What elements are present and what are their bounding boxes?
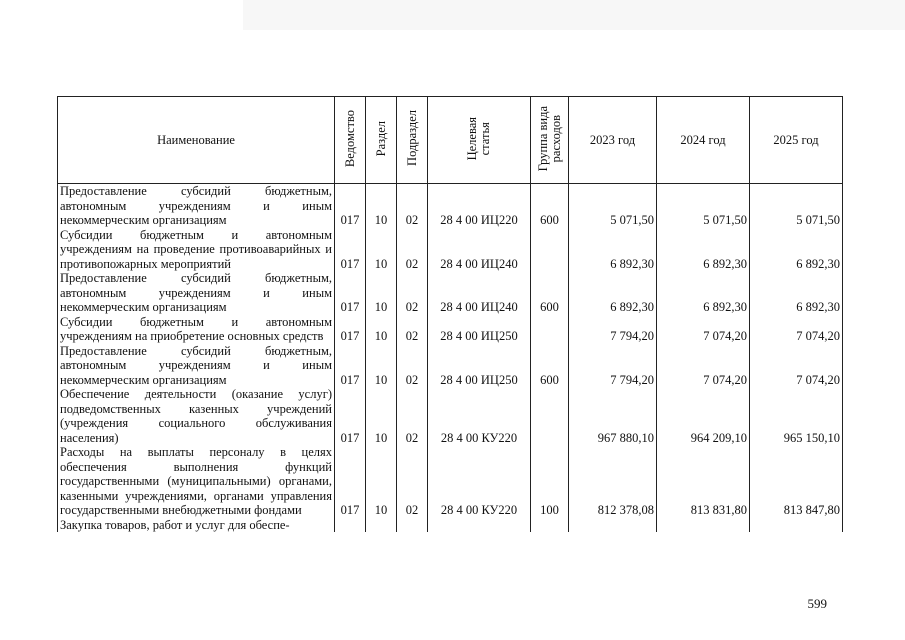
cell-2024: 7 074,20 xyxy=(657,344,750,388)
cell-2023: 5 071,50 xyxy=(569,184,657,228)
cell-subsection xyxy=(397,518,428,533)
cell-target: 28 4 00 КУ220 xyxy=(428,445,531,518)
cell-2025: 6 892,30 xyxy=(750,271,843,315)
budget-table xyxy=(57,96,843,532)
cell-ministry: 017 xyxy=(335,184,366,228)
cell-target: 28 4 00 ИЦ250 xyxy=(428,315,531,344)
cell-section: 10 xyxy=(366,228,397,272)
header-ministry: Ведомство xyxy=(335,97,366,184)
cell-2024: 5 071,50 xyxy=(657,184,750,228)
cell-name: Предоставление субсидий бюджетным, автономным учреждениям и иным некоммерческим организациям xyxy=(58,271,335,315)
cell-2023 xyxy=(569,518,657,533)
cell-group xyxy=(531,315,569,344)
table-row xyxy=(58,344,843,388)
table-row xyxy=(58,518,843,533)
cell-subsection: 02 xyxy=(397,445,428,518)
table-row xyxy=(58,184,843,228)
cell-section: 10 xyxy=(366,344,397,388)
header-2023: 2023 год xyxy=(569,97,657,184)
cell-2025: 965 150,10 xyxy=(750,387,843,445)
cell-ministry: 017 xyxy=(335,228,366,272)
cell-subsection: 02 xyxy=(397,315,428,344)
cell-subsection: 02 xyxy=(397,228,428,272)
table-row xyxy=(58,387,843,445)
cell-2024: 813 831,80 xyxy=(657,445,750,518)
header-2024: 2024 год xyxy=(657,97,750,184)
cell-2025: 813 847,80 xyxy=(750,445,843,518)
cell-2023: 6 892,30 xyxy=(569,271,657,315)
cell-2025: 5 071,50 xyxy=(750,184,843,228)
cell-name: Закупка товаров, работ и услуг для обеспе- xyxy=(58,518,335,533)
cell-group: 100 xyxy=(531,445,569,518)
cell-section: 10 xyxy=(366,315,397,344)
cell-ministry: 017 xyxy=(335,315,366,344)
cell-section: 10 xyxy=(366,184,397,228)
cell-subsection: 02 xyxy=(397,387,428,445)
cell-name: Обеспечение деятельности (оказание услуг) подведомственных казенных учреждений (учреждения социального обслуживания населения) xyxy=(58,387,335,445)
cell-2024: 964 209,10 xyxy=(657,387,750,445)
cell-section: 10 xyxy=(366,271,397,315)
cell-group xyxy=(531,518,569,533)
cell-2023: 7 794,20 xyxy=(569,315,657,344)
cell-ministry xyxy=(335,518,366,533)
cell-section: 10 xyxy=(366,387,397,445)
header-name: Наименование xyxy=(58,97,335,184)
cell-section xyxy=(366,518,397,533)
cell-group xyxy=(531,387,569,445)
cell-2024: 7 074,20 xyxy=(657,315,750,344)
header-target: Целевая статья xyxy=(428,97,531,184)
cell-ministry: 017 xyxy=(335,387,366,445)
cell-2025: 6 892,30 xyxy=(750,228,843,272)
cell-target: 28 4 00 ИЦ250 xyxy=(428,344,531,388)
cell-group xyxy=(531,228,569,272)
cell-2024 xyxy=(657,518,750,533)
cell-section: 10 xyxy=(366,445,397,518)
cell-target xyxy=(428,518,531,533)
header-2025: 2025 год xyxy=(750,97,843,184)
cell-name: Субсидии бюджетным и автономным учреждениям на приобретение основных средств xyxy=(58,315,335,344)
cell-group: 600 xyxy=(531,271,569,315)
cell-group: 600 xyxy=(531,184,569,228)
cell-2025: 7 074,20 xyxy=(750,344,843,388)
cell-name: Расходы на выплаты персоналу в целях обеспечения выполнения функций государственными (муниципальными) органами, казенными учреждениями, органами управления государственными внебюджетными фондами xyxy=(58,445,335,518)
table-row xyxy=(58,315,843,344)
header-subsection: Подраздел xyxy=(397,97,428,184)
cell-subsection: 02 xyxy=(397,271,428,315)
cell-target: 28 4 00 КУ220 xyxy=(428,387,531,445)
table-row xyxy=(58,228,843,272)
cell-2023: 7 794,20 xyxy=(569,344,657,388)
cell-target: 28 4 00 ИЦ220 xyxy=(428,184,531,228)
cell-2024: 6 892,30 xyxy=(657,271,750,315)
cell-2023: 967 880,10 xyxy=(569,387,657,445)
cell-target: 28 4 00 ИЦ240 xyxy=(428,228,531,272)
cell-ministry: 017 xyxy=(335,271,366,315)
header-group: Группа вида расходов xyxy=(531,97,569,184)
cell-2024: 6 892,30 xyxy=(657,228,750,272)
table-row xyxy=(58,271,843,315)
cell-ministry: 017 xyxy=(335,344,366,388)
cell-name: Предоставление субсидий бюджетным, автономным учреждениям и иным некоммерческим организациям xyxy=(58,184,335,228)
cell-ministry: 017 xyxy=(335,445,366,518)
table-header-row xyxy=(58,97,843,184)
header-section: Раздел xyxy=(366,97,397,184)
cell-name: Субсидии бюджетным и автономным учреждениям на проведение противоаварийных и противопожарных мероприятий xyxy=(58,228,335,272)
scan-top-strip xyxy=(243,0,905,30)
cell-2023: 812 378,08 xyxy=(569,445,657,518)
table-body xyxy=(58,184,843,533)
cell-2025: 7 074,20 xyxy=(750,315,843,344)
table-row xyxy=(58,445,843,518)
cell-2025 xyxy=(750,518,843,533)
cell-subsection: 02 xyxy=(397,184,428,228)
cell-2023: 6 892,30 xyxy=(569,228,657,272)
cell-name: Предоставление субсидий бюджетным, автономным учреждениям и иным некоммерческим организациям xyxy=(58,344,335,388)
cell-group: 600 xyxy=(531,344,569,388)
cell-subsection: 02 xyxy=(397,344,428,388)
page-number: 599 xyxy=(807,596,827,611)
cell-target: 28 4 00 ИЦ240 xyxy=(428,271,531,315)
